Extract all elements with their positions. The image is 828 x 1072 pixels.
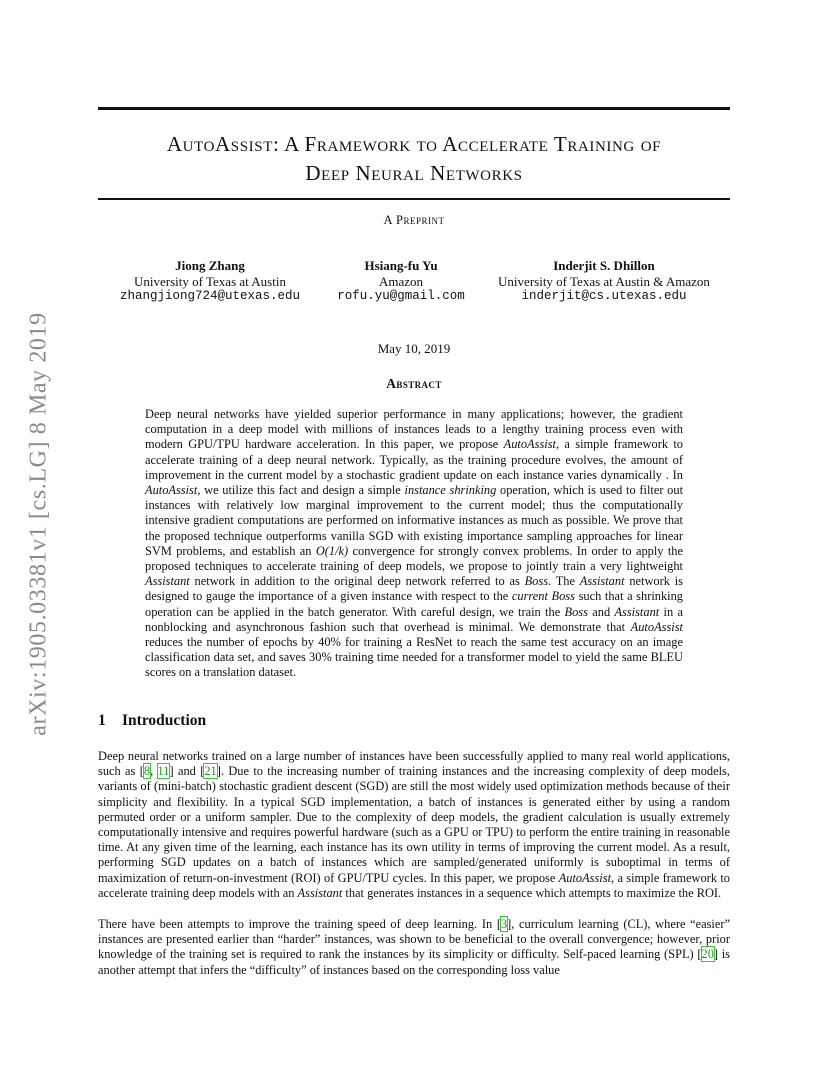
title-rule-top	[98, 107, 730, 110]
title-line-1: AutoAssist: A Framework to Accelerate Training of	[166, 132, 662, 156]
abstract-text: Deep neural networks have yielded superior performance in many applications; however, the gradient computation in a deep model with millions of instances leads to a lengthy training process even with modern GPU/TPU hardware acceleration. In this paper, we propose AutoAssist, a simple framework to accelerate training of a deep neural network. Typically, as the training procedure evolves, the amount of improvement in the current model by a stochastic gradient update on each instance varies dynamically . In AutoAssist, we utilize this fact and design a simple instance shrinking operation, which is used to filter out instances with relatively low marginal improvement to the current model; thus the computationally intensive gradient computations are performed on informative instances as much as possible. We prove that the proposed technique outperforms vanilla SGD with existing importance sampling approaches for linear SVM problems, and establish an O(1/k) convergence for strongly convex problems. In order to apply the proposed techniques to accelerate training of deep models, we propose to jointly train a very lightweight Assistant network in addition to the original deep network referred to as Boss. The Assistant network is designed to gauge the importance of a given instance with respect to the current Boss such that a shrinking operation can be applied in the batch generator. With careful design, we train the Boss and Assistant in a nonblocking and asynchronous fashion such that overhead is minimal. We demonstrate that AutoAssist reduces the number of epochs by 40% for training a ResNet to reach the same test accuracy on an image classification data set, and saves 30% training time needed for a transformer model to yield the same BLEU scores on a translation dataset.	[145, 407, 684, 680]
body-paragraph: Deep neural networks trained on a large number of instances have been successfully applied to many real world applications, such as [8, 11] and [21]. Due to the increasing number of training instances and the increasing complexity of deep models, variants of (mini-batch) stochastic gradient descent (SGD) are still the most widely used optimization methods because of their simplicity and flexibility. In a typical SGD implementation, a batch of instances is generated either by using a random permuted order or a uniform sampler. Due to the complexity of deep models, the gradient calculation is usually extremely computationally intensive and requires powerful hardware (such as a GPU or TPU) to perform the entire training in reasonable time. At any given time of the learning, each instance has its own utility in terms of improving the current model. As a result, performing SGD updates on a batch of instances which are sampled/generated uniformly is suboptimal in terms of maximization of return-on-investment (ROI) of GPU/TPU cycles. In this paper, we propose AutoAssist, a simple framework to accelerate training deep models with an Assistant that generates instances in a sequence which attempts to maximize the ROI.	[98, 749, 730, 900]
preprint-label: A Preprint	[383, 213, 445, 227]
citation-link[interactable]: 8	[143, 764, 151, 779]
citation-link[interactable]: 20	[701, 947, 714, 962]
section-heading	[98, 712, 206, 730]
citation-link[interactable]: 21	[204, 764, 217, 779]
author-block	[110, 258, 310, 305]
arxiv-identifier-sidebar: arXiv:1905.03381v1 [cs.LG] 8 May 2019	[25, 312, 52, 736]
section-title: Introduction	[122, 712, 207, 729]
paper-title	[98, 130, 730, 188]
citation-link[interactable]: 3	[500, 917, 508, 931]
title-rule-bottom	[98, 198, 730, 200]
author-email[interactable]: inderjit@cs.utexas.edu	[521, 289, 687, 303]
author-block	[322, 258, 480, 305]
abstract-heading: Abstract	[386, 376, 442, 391]
author-name: Jiong Zhang	[175, 258, 245, 273]
publication-date: May 10, 2019	[377, 341, 451, 356]
section-number: 1	[98, 712, 106, 729]
author-email[interactable]: zhangjiong724@utexas.edu	[119, 289, 301, 303]
body-paragraph: There have been attempts to improve the training speed of deep learning. In [3], curriculum learning (CL), where “easier” instances are presented earlier than “harder” instances, was shown to be beneficial to the overall convergence; however, prior knowledge of the training set is required to rank the instances by its simplicity or difficulty. Self-paced learning (SPL) [20] is another attempt that infers the “difficulty” of instances based on the corresponding loss value	[98, 917, 731, 977]
title-line-2: Deep Neural Networks	[305, 161, 523, 185]
author-name: Hsiang-fu Yu	[364, 258, 438, 273]
author-email[interactable]: rofu.yu@gmail.com	[337, 289, 465, 303]
author-affiliation: University of Texas at Austin	[134, 273, 286, 289]
author-affiliation: University of Texas at Austin & Amazon	[498, 273, 710, 289]
author-affiliation: Amazon	[378, 273, 424, 289]
author-block	[488, 258, 720, 305]
citation-link[interactable]: 11	[157, 764, 170, 779]
author-name: Inderjit S. Dhillon	[553, 258, 655, 273]
